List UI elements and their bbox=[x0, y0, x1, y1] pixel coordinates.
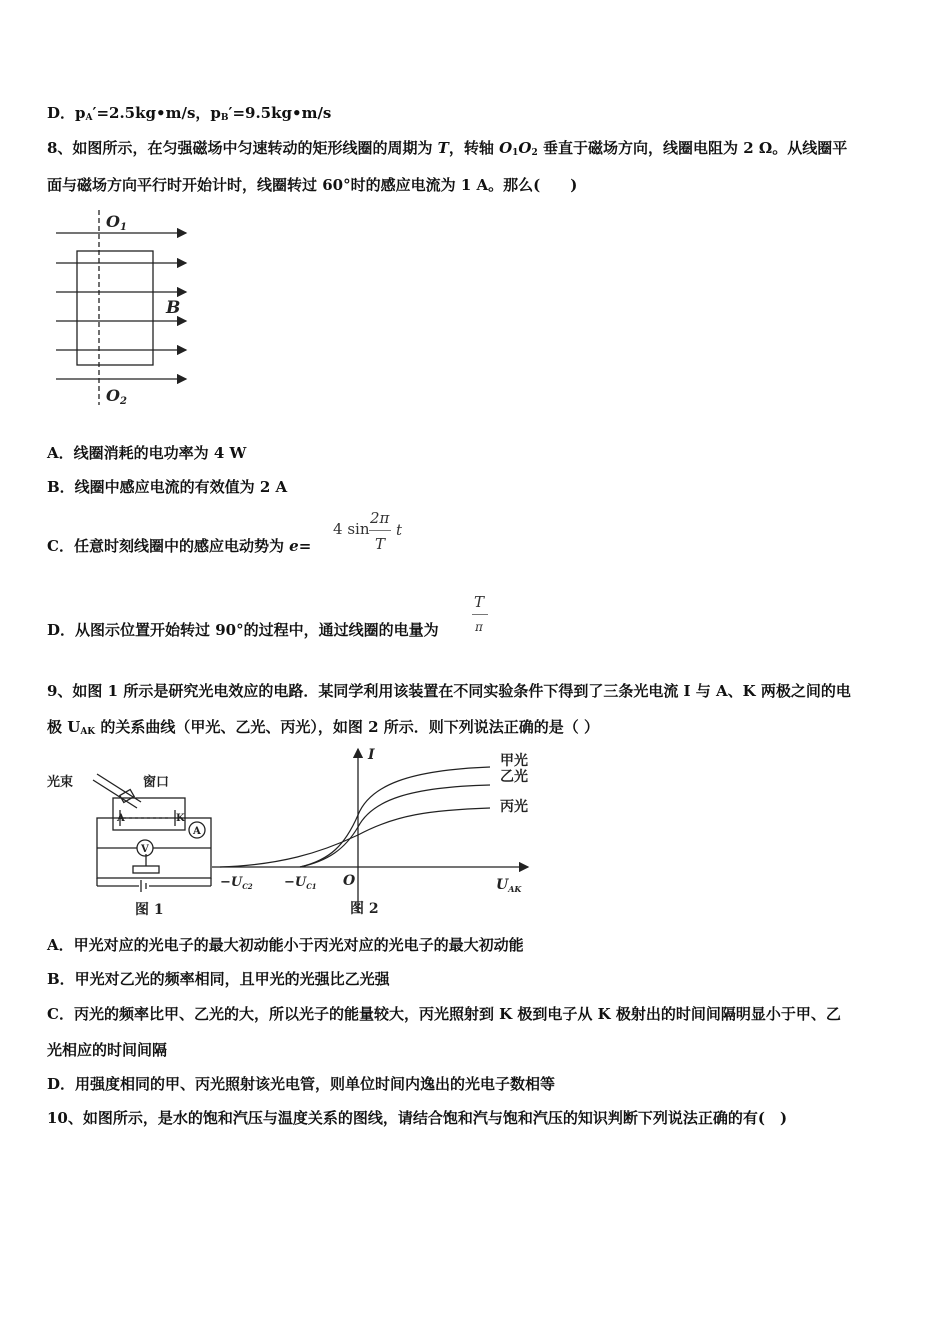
curve-jia-label: 甲光 bbox=[500, 753, 528, 769]
window-label: 窗口 bbox=[143, 775, 170, 790]
y-axis-label: I bbox=[368, 747, 375, 763]
q10-stem: 10、如图所示，是水的饱和汽压与温度关系的图线，请结合饱和汽与饱和汽压的知识判断下列说法正确的有( ) bbox=[47, 1109, 788, 1127]
q9-option-b: B．甲光对乙光的频率相同，且甲光的光强比乙光强 bbox=[47, 970, 390, 988]
coil-rectangle bbox=[77, 251, 153, 365]
q8-coil-figure bbox=[50, 205, 200, 410]
fig2-caption: 图 2 bbox=[350, 901, 379, 917]
field-label: B bbox=[166, 298, 181, 318]
curve-yi-label: 乙光 bbox=[500, 769, 528, 785]
q9-option-a: A．甲光对应的光电子的最大初动能小于丙光对应的光电子的最大初动能 bbox=[47, 936, 524, 954]
q8-option-c-fraction-num: 2π bbox=[370, 509, 390, 527]
q8-stem-line1: 8、如图所示，在匀强磁场中匀速转动的矩形线圈的周期为 T，转轴 $O_1O_2$ 垂直于磁场方向，线圈电阻为 2 Ω。从线圈平 bbox=[47, 139, 848, 158]
svg-text:A: A bbox=[117, 813, 125, 824]
fig1-caption: 图 1 bbox=[135, 902, 164, 918]
q8-option-b: B．线圈中感应电流的有效值为 2 A bbox=[47, 478, 288, 496]
light-beam-label: 光束 bbox=[47, 775, 74, 790]
curve-bing bbox=[220, 808, 490, 867]
svg-text:A: A bbox=[193, 826, 201, 837]
q8-option-d-fraction-bar bbox=[472, 614, 488, 615]
q8-option-c-t: t bbox=[396, 521, 403, 539]
axis-top-label: O1 bbox=[106, 212, 127, 233]
q9-iv-graph bbox=[210, 745, 540, 920]
q9-circuit-figure bbox=[45, 768, 225, 920]
rheostat bbox=[133, 866, 159, 873]
q9-stem-line1: 9、如图 1 所示是研究光电效应的电路．某同学利用该装置在不同实验条件下得到了三条光电流 I 与 A、K 两极之间的电 bbox=[47, 682, 851, 700]
q7-option-d: D．$p_A'=2.5kg•m/s$，$p_B'=9.5kg•m/s$ bbox=[47, 104, 332, 123]
q8-option-d-fraction-num: T bbox=[474, 593, 485, 611]
curve-bing-label: 丙光 bbox=[500, 799, 528, 815]
q9-option-d: D．用强度相同的甲、丙光照射该光电管，则单位时间内逸出的光电子数相等 bbox=[47, 1075, 556, 1093]
uc2-label: $-U_{C2}$ bbox=[220, 875, 253, 891]
q9-option-c-line2: 光相应的时间间隔 bbox=[47, 1041, 168, 1059]
q8-option-d: D．从图示位置开始转过 90°的过程中，通过线圈的电量为 bbox=[47, 621, 439, 639]
curve-jia bbox=[300, 767, 490, 867]
q8-option-a: A．线圈消耗的电功率为 4 W bbox=[47, 444, 247, 462]
q8-stem-line2: 面与磁场方向平行时开始计时，线圈转过 60°时的感应电流为 1 A。那么( ) bbox=[47, 176, 578, 194]
q8-option-c-fraction-den: T bbox=[375, 535, 386, 553]
x-axis-label: $U_{AK}$ bbox=[496, 877, 522, 894]
svg-text:V: V bbox=[141, 844, 149, 855]
axis-bottom-label: O2 bbox=[106, 386, 127, 407]
q8-option-d-fraction-den: π bbox=[475, 620, 483, 634]
q9-option-c-line1: C．丙光的频率比甲、乙光的大，所以光子的能量较大，丙光照射到 K 极到电子从 K 极射出的时间间隔明显小于甲、乙 bbox=[47, 1005, 841, 1023]
uc1-label: $-U_{C1}$ bbox=[284, 875, 317, 891]
svg-text:K: K bbox=[176, 813, 185, 824]
q8-option-c-formula: 4 sin bbox=[333, 520, 370, 538]
q8-option-c-fraction-bar bbox=[369, 530, 391, 531]
origin-label: O bbox=[343, 873, 356, 889]
light-beam bbox=[93, 780, 137, 808]
q9-stem-line2: 极 $U_{AK}$ 的关系曲线（甲光、乙光、丙光），如图 2 所示．则下列说法正确的是（ ） bbox=[47, 718, 599, 737]
q8-option-c: C．任意时刻线圈中的感应电动势为 e= bbox=[47, 537, 312, 555]
